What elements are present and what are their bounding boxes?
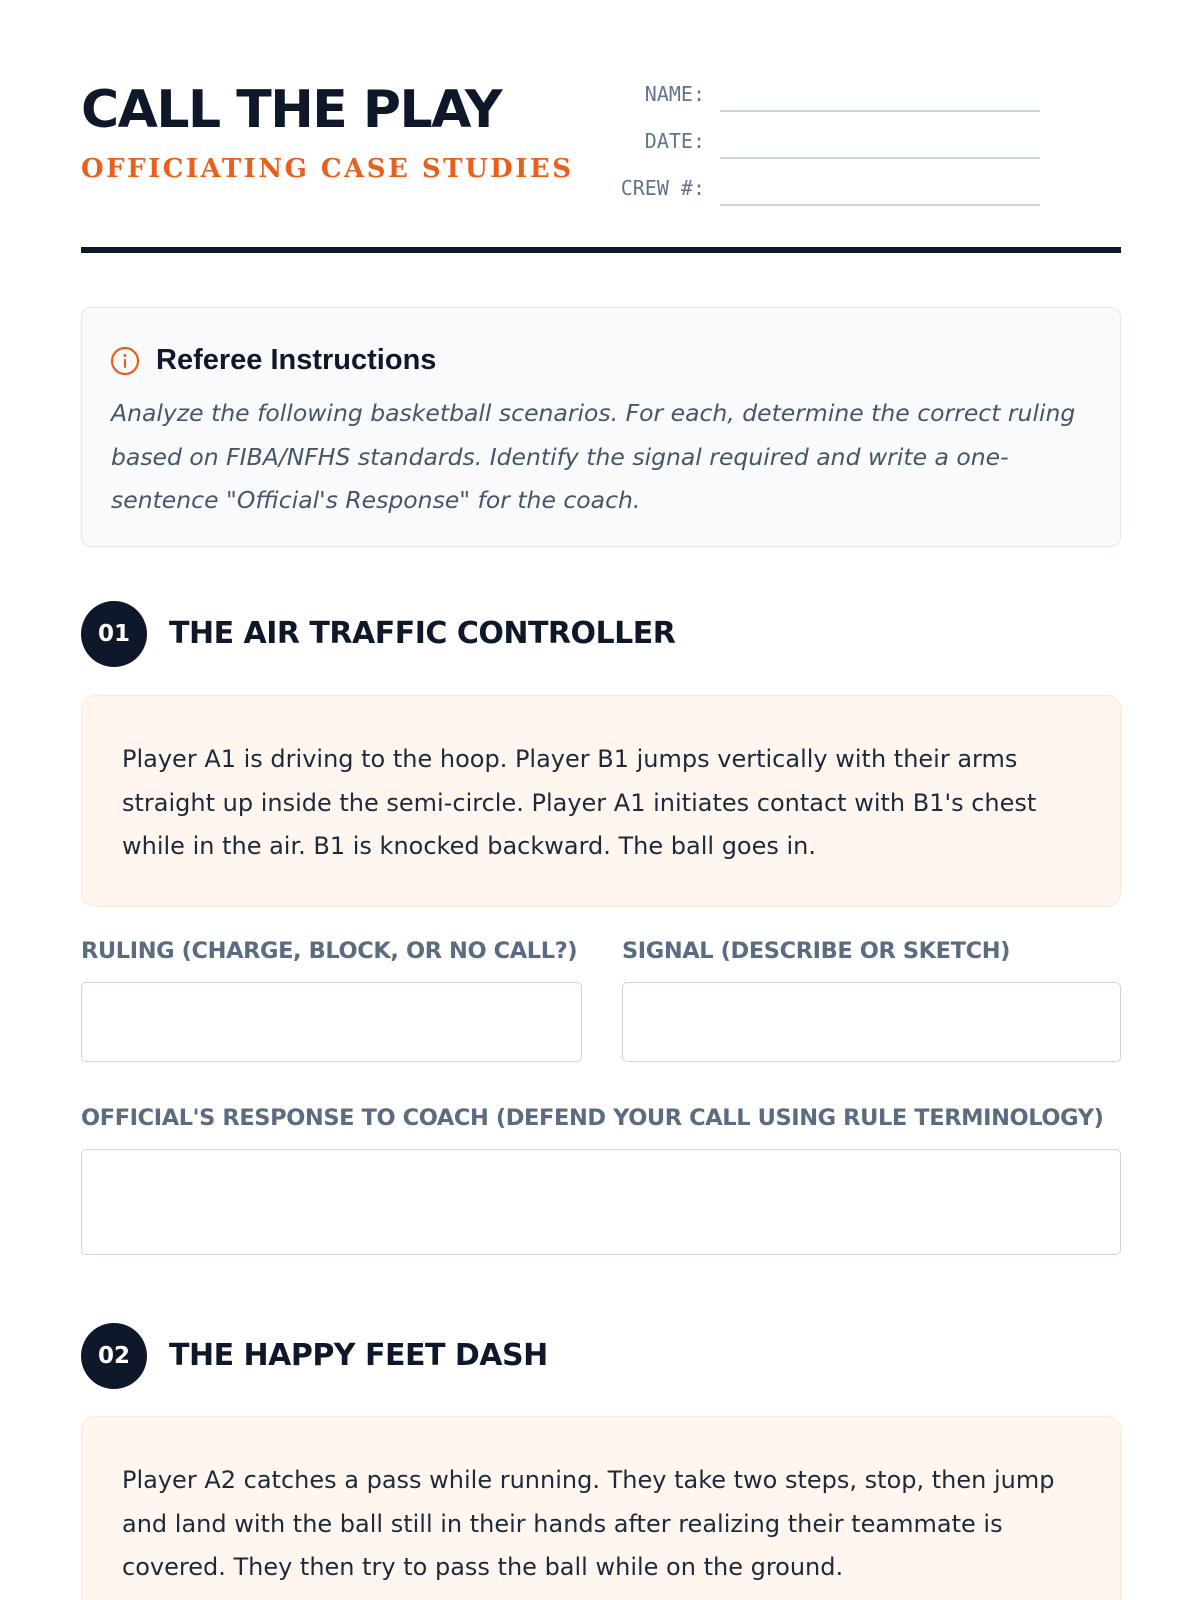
date-label: DATE: [644, 129, 705, 153]
instructions-panel [81, 307, 1121, 547]
case-number-badge: 01 [81, 601, 147, 667]
scenario-box [81, 1416, 1121, 1600]
case-title: THE HAPPY FEET DASH [169, 1338, 548, 1373]
scenario-text: Player A2 catches a pass while running. They take two steps, stop, then jump and land with the ball still in their hands after realizing their teammate is covered. They then try to pass the ball while on the ground. [122, 1466, 1055, 1581]
info-icon [110, 346, 140, 376]
scenario-text: Player A1 is driving to the hoop. Player B1 jumps vertically with their arms straight up inside the semi-circle. Player A1 initiates contact with B1's chest while in the air. B1 is knocked backward. The ball goes in. [122, 745, 1037, 860]
case-number-badge: 02 [81, 1323, 147, 1389]
name-field[interactable] [595, 78, 1040, 112]
date-line[interactable] [720, 157, 1040, 159]
date-field[interactable] [595, 125, 1040, 159]
ruling-label: RULING (CHARGE, BLOCK, OR NO CALL?) [81, 938, 578, 964]
response-input[interactable] [81, 1149, 1121, 1255]
page-subtitle: OFFICIATING CASE STUDIES [81, 154, 574, 184]
crew-field[interactable] [595, 172, 1040, 206]
ruling-input[interactable] [81, 982, 582, 1062]
name-line[interactable] [720, 110, 1040, 112]
header-divider [81, 247, 1121, 253]
crew-label: CREW #: [620, 176, 705, 200]
instructions-body: Analyze the following basketball scenarios. For each, determine the correct ruling based on FIBA/NFHS standards. Identify the signal required and write a one-sentence "Official's Response" for the coach. [111, 399, 1076, 514]
scenario-box [81, 695, 1121, 907]
name-label: NAME: [644, 82, 705, 106]
signal-input[interactable] [622, 982, 1121, 1062]
page-title: CALL THE PLAY [81, 80, 502, 140]
response-label: OFFICIAL'S RESPONSE TO COACH (DEFEND YOUR CALL USING RULE TERMINOLOGY) [81, 1105, 1104, 1131]
case-title: THE AIR TRAFFIC CONTROLLER [169, 616, 676, 651]
instructions-title: Referee Instructions [156, 344, 437, 376]
crew-line[interactable] [720, 204, 1040, 206]
signal-label: SIGNAL (DESCRIBE OR SKETCH) [622, 938, 1011, 964]
